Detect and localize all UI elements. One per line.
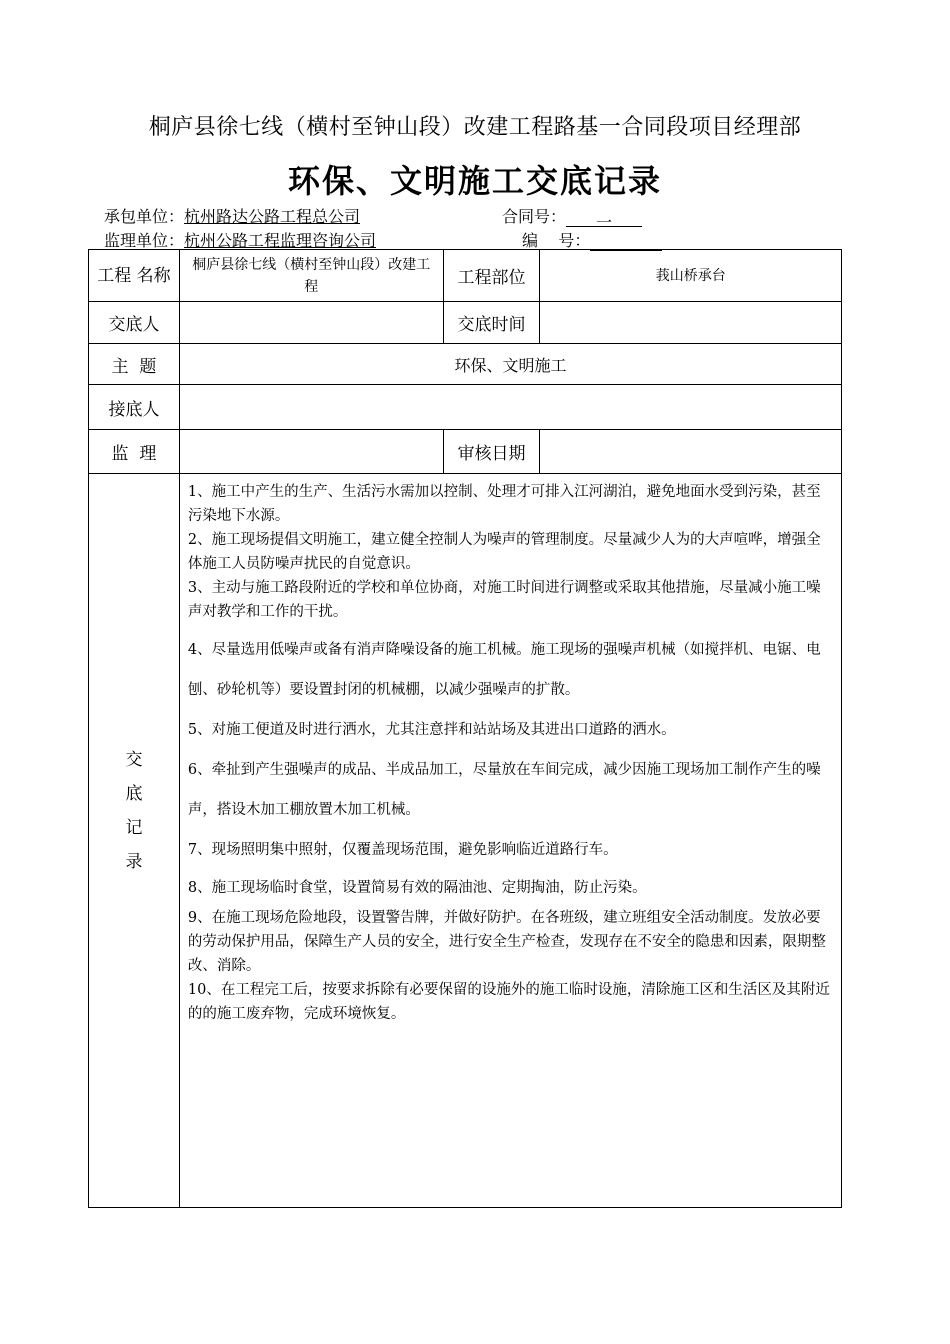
project-part-value: 莪山桥承台 [540, 250, 842, 302]
receiver-value [179, 385, 841, 430]
supervision-value [179, 430, 443, 474]
list-item: 5、对施工便道及时进行洒水，尤其注意拌和站站场及其进出口道路的洒水。 [187, 722, 676, 738]
table-row [89, 430, 842, 474]
supervision-label: 监 理 [89, 430, 180, 474]
list-item: 4、尽量选用低噪声或备有消声降噪设备的施工机械。施工现场的强噪声机械（如搅拌机、电锯、电刨、砂轮机等）要设置封闭的机械棚，以减少强噪声的扩散。 [187, 642, 821, 698]
supervisor-value: 杭州公路工程监理咨询公司 [184, 231, 377, 250]
organization-title: 桐庐县徐七线（横村至钟山段）改建工程路基一合同段项目经理部 [148, 115, 802, 140]
list-item: 9、在施工现场危险地段，设置警告牌，并做好防护。在各班级，建立班组安全活动制度。发放必要的劳动保护用品，保障生产人员的安全，进行安全生产检查，发现存在不安全的隐患和因素，限期整改、消除。 [187, 910, 826, 974]
table-row [89, 474, 842, 1208]
handover-person-label: 交底人 [89, 302, 180, 344]
record-label-char: 记 [125, 817, 143, 838]
supervisor-line [104, 228, 376, 251]
contract-no-value: 一 [566, 210, 642, 227]
handover-time-value [540, 302, 842, 344]
contractor-line [104, 204, 360, 227]
project-name-label: 工程 名称 [89, 250, 180, 302]
handover-time-label: 交底时间 [443, 302, 540, 344]
table-row [89, 385, 842, 430]
project-part-label: 工程部位 [443, 250, 540, 302]
record-label-char: 录 [125, 851, 143, 872]
review-date-label: 审核日期 [443, 430, 540, 474]
list-item: 2、施工现场提倡文明施工，建立健全控制人为噪声的管理制度。尽量减少人为的大声喧哗，增强全体施工人员防噪声扰民的自觉意识。 [187, 532, 821, 572]
table-row [89, 344, 842, 385]
record-label-char: 底 [125, 783, 143, 804]
subject-value: 环保、文明施工 [179, 344, 841, 385]
serial-no-label: 编 号： [522, 231, 591, 250]
list-item: 6、牵扯到产生强噪声的成品、半成品加工，尽量放在车间完成，减少因施工现场加工制作产生的噪声，搭设木加工棚放置木加工机械。 [187, 762, 821, 818]
table-row [89, 250, 842, 302]
serial-no-line [522, 228, 662, 251]
list-item: 10、在工程完工后，按要求拆除有必要保留的设施外的施工临时设施，清除施工区和生活区及其附近的的施工废弃物，完成环境恢复。 [187, 982, 830, 1022]
document-title: 环保、文明施工交底记录 [287, 162, 662, 200]
list-item: 7、现场照明集中照射，仅覆盖现场范围，避免影响临近道路行车。 [187, 842, 618, 858]
record-label-char: 交 [125, 749, 143, 770]
contractor-value: 杭州路达公路工程总公司 [184, 207, 361, 226]
contractor-label: 承包单位： [104, 207, 185, 226]
supervisor-label: 监理单位： [104, 231, 185, 250]
list-item: 1、施工中产生的生产、生活污水需加以控制、处理才可排入江河湖泊，避免地面水受到污染，甚至污染地下水源。 [187, 484, 821, 524]
receiver-label: 接底人 [89, 385, 180, 430]
handover-record-table [88, 249, 842, 1208]
contract-no-line [502, 204, 642, 232]
contract-no-label: 合同号： [502, 207, 567, 226]
project-name-value: 桐庐县徐七线（横村至钟山段）改建工程 [179, 250, 443, 302]
table-row [89, 302, 842, 344]
list-item: 8、施工现场临时食堂，设置简易有效的隔油池、定期掏油，防止污染。 [187, 880, 647, 896]
handover-person-value [179, 302, 443, 344]
record-label [89, 474, 180, 1208]
subject-label: 主 题 [89, 344, 180, 385]
review-date-value [540, 430, 842, 474]
record-content [179, 474, 841, 1208]
list-item: 3、主动与施工路段附近的学校和单位协商，对施工时间进行调整或采取其他措施，尽量减小施工噪声对教学和工作的干扰。 [187, 580, 821, 620]
